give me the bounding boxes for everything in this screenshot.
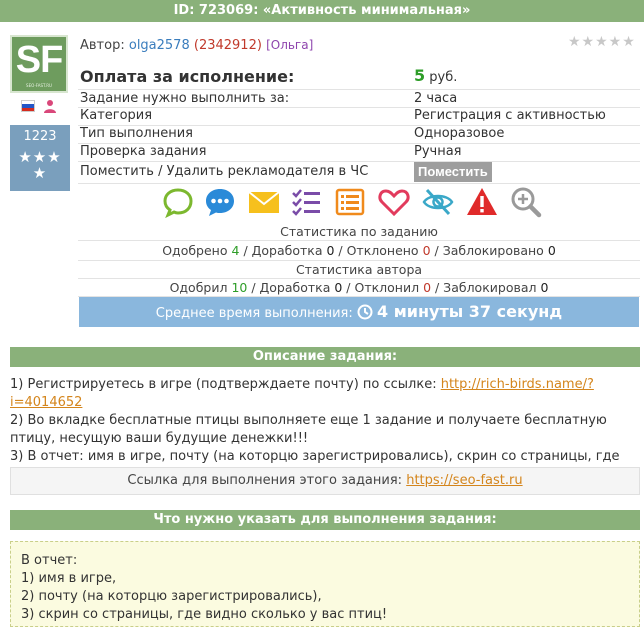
blacklist-button[interactable]: Поместить [414,162,492,182]
mail-icon[interactable] [248,186,280,218]
list-icon[interactable] [334,186,366,218]
author-id: (2342912) [193,38,262,53]
checklist-icon[interactable] [290,186,322,218]
author-line [80,38,313,53]
rework-count: 0 [326,243,335,258]
report-header: Что нужно указать для выполнения задания: [10,510,640,530]
task-stats-line: Одобрено 4 / Доработка 0 / Отклонено 0 / Заблокировано 0 [78,241,640,261]
task-link[interactable]: https://seo-fast.ru [406,473,523,488]
detail-row-deadline [78,90,640,108]
detail-value: Ручная [414,144,462,159]
blacklist-label: Поместить / Удалить рекламодателя в ЧС [80,164,369,179]
description-text: 1) Регистрируетесь в игре (подтверждаете почту) по ссылке: http://rich-birds.name/?i=4014652 2) Во вкладке бесплатные птицы выполняете еще 1 задание и получаете бесплатную птицу, несущую ваши будущие денежки!!! 3) В отчет: имя в игре, почту (на которцю зарегистрировались), скрин со страницы, где [10,377,620,464]
report-box [10,541,640,627]
detail-key: Задание нужно выполнить за: [80,91,290,106]
user-rating-value: 1223 [23,129,57,144]
report-line: 1) имя в игре, [21,571,117,586]
warning-icon[interactable] [466,186,498,218]
blocked-count: 0 [547,243,556,258]
author-rejected-count: 0 [423,280,432,295]
detail-row-type [78,126,640,144]
report-line: В отчет: [21,553,78,568]
price-value: 5 руб. [414,66,458,85]
task-stats-title: Статистика по заданию [78,223,640,241]
logo-subtext: SEO-FAST.RU [26,83,52,88]
author-blocked-count: 0 [540,280,549,295]
author-label: Автор: [80,38,125,53]
average-time-bar [79,297,639,327]
author-approved-count: 10 [231,280,248,295]
site-logo[interactable] [10,35,68,93]
logo-text: SF [15,39,63,81]
blacklist-row [78,162,640,184]
detail-value: Регистрация с активностью [414,108,606,123]
detail-key: Проверка задания [80,144,207,159]
average-time-label: Среднее время выполнения: [155,306,353,321]
messages-icon[interactable] [204,186,236,218]
author-name: [Ольга] [266,38,314,52]
task-link-label: Ссылка для выполнения этого задания: [127,473,403,488]
detail-row-check [78,144,640,162]
russia-flag-icon [21,100,35,112]
detail-value: Одноразовое [414,126,505,141]
task-title-bar: ID: 723069: «Активность минимальная» [0,0,644,22]
game-link[interactable]: http://rich-birds.name/?i=4014652 [10,377,594,410]
task-rating-stars[interactable]: ★★★★★ [568,34,636,50]
report-line: 2) почту (на которцю зарегистрировались), [21,589,322,604]
detail-value: 2 часа [414,91,458,106]
approved-count: 4 [231,243,240,258]
task-link-box [10,467,640,495]
zoom-icon[interactable] [510,186,542,218]
rejected-count: 0 [422,243,431,258]
female-user-icon [43,99,57,113]
detail-key: Категория [80,108,153,123]
description-header: Описание задания: [10,347,640,367]
author-rework-count: 0 [334,280,343,295]
author-stats-line: Одобрил 10 / Доработка 0 / Отклонил 0 / Заблокировал 0 [78,279,640,297]
heart-icon[interactable] [378,186,410,218]
report-line: 3) скрин со страницы, где видно сколько у вас птиц! [21,607,388,622]
author-stats-title: Статистика автора [78,261,640,279]
user-rating-stars: ★★★ [18,148,62,166]
hide-icon[interactable] [422,186,454,218]
price-label: Оплата за исполнение: [80,67,295,86]
average-time-value: 4 минуты 37 секунд [377,302,563,321]
chat-icon[interactable] [162,186,194,218]
author-login-link[interactable]: olga2578 [128,38,190,53]
detail-key: Тип выполнения [80,126,193,141]
detail-row-category [78,108,640,126]
clock-icon [357,304,373,320]
user-rating-box [10,125,70,191]
user-rating-stars-2: ★ [32,164,48,182]
price-row [78,64,640,90]
